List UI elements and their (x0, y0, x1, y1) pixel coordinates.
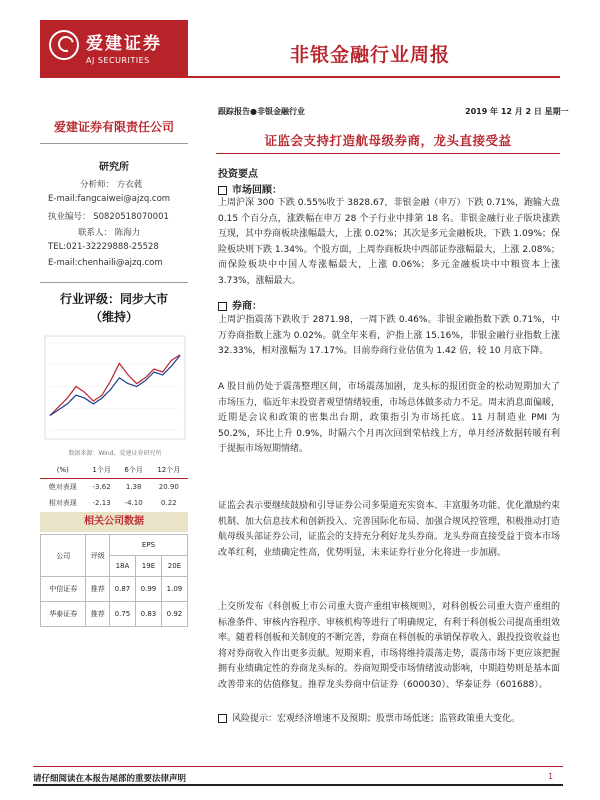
paragraph: 上周沪深 300 下跌 0.55%收于 3828.67，非银金融（申万）下跌 0.71%，跑输大盘 0.15 个百分点，涨跌幅在申万 28 个子行业中排第 18 名。非银金融行业子版块涨跌互现，其中券商板块涨幅最大，上涨 0.02%；其次是多元金融板块，下跌 1.09%；保险板块则下跌 1.34%。个股方面，上周券商板块中西部证券涨幅最大，上涨 2.08%；而保险板块中中国人寿涨幅最大，上涨 0.06%；多元金融板块中中粮资本上涨 3.73%，涨幅最大。 (218, 198, 560, 286)
logo-mark-icon (49, 30, 79, 60)
headline-divider (216, 153, 560, 154)
pub-company-name: 华泰证券 (41, 602, 86, 627)
chart-series-line-0 (50, 355, 180, 416)
perf-cell: -2.13 (92, 499, 111, 507)
pub-year: 18A (109, 556, 135, 577)
analyst-license: 执业编号： S0820518070001 (48, 212, 169, 222)
paragraph: 上周沪指震荡下跌收于 2871.98，一周下跌 0.46%。非银金融指数下跌 0.71%，中万券商指数上涨为 0.02%。就全年来看，沪指上涨 15.16%，非银金融行业指数上涨 32.33%，相对涨幅为 17.17%。目前券商行业估值为 1.42 倍，较 10 月底下降。 (218, 315, 560, 357)
risk-text: 风险提示：宏观经济增速不及预期；股票市场低迷；监管政策重大变化。 (232, 714, 521, 724)
paragraph: 上交所发布《科创板上市公司重大资产重组审核规则》，对科创板公司重大资产重组的标准条件、审核内容程序、审核机构等进行了明确规定，有利于科创板公司提高重组效率。随着科创板和关制度的不断完善，券商在科创板的承销保荐收入、跟投投资收益也将对券商收入作出更多贡献。短期来看，市场将维持震荡走势，震荡市场下更应该把握拥有业绩确定性的券商龙头标的。券商短期受市场情绪波动影响，中期趋势则是基本面改善带来的估值修复。推荐龙头券商中信证券（600030）、华泰证券（601688）。 (218, 602, 561, 690)
contact-email[interactable]: E-mail:chenhaili@ajzq.com (48, 258, 163, 268)
company-name: 爱建证券有限责任公司 (53, 120, 174, 134)
disclaimer-note: 请仔细阅读在本报告尾部的重要法律声明 (33, 774, 187, 784)
perf-cell: 1.38 (125, 483, 142, 491)
perf-cell: 0.22 (161, 499, 177, 507)
pub-rating: 推荐 (86, 577, 110, 602)
pub-company-name: 中信证券 (41, 577, 86, 602)
checkbox-bullet-icon (218, 714, 227, 723)
header-divider (40, 76, 560, 78)
analyst-name: 分析师： 方衣蕤 (80, 180, 143, 190)
logo-english-name: AJ SECURITIES (86, 56, 150, 65)
perf-header: 6个月 (118, 462, 150, 479)
rating-maintain: （维持） (89, 310, 138, 324)
chart-frame (45, 336, 185, 439)
paragraph: A 股目前仍处于震荡整理区间，市场震荡加剧，龙头标的报团资金的松动短期加大了市场压力，临近年末投资者观望情绪较重，市场总体做多动力不足。周末消息面偏暖，近期是会议和政策的密集出台期，政策指引为市场托底。11 月制造业 PMI 为 50.2%，环比上升 0.9%，时隔六个月再次回到荣枯线上方，单月经济数据转暖有利于提振市场短期情绪。 (218, 382, 561, 455)
contact-person: 联系人： 陈海力 (78, 228, 141, 238)
perf-header: (%) (40, 462, 86, 479)
company-logo (40, 20, 188, 76)
perf-header: 1个月 (86, 462, 118, 479)
perf-cell: 20.90 (158, 483, 179, 491)
report-type: 跟踪报告●非银金融行业 (218, 107, 305, 116)
pub-rating: 推荐 (86, 602, 110, 627)
pub-header-eps: EPS (109, 535, 187, 556)
performance-chart (44, 335, 186, 440)
pub-eps: 0.83 (135, 602, 161, 627)
analyst-email[interactable]: E-mail:fangcaiwei@ajzq.com (48, 194, 171, 204)
industry-rating (40, 290, 188, 326)
department-name: 研究所 (99, 162, 129, 173)
perf-cell: -3.62 (92, 483, 111, 491)
contact-tel: TEL:021-32229888-25528 (48, 242, 159, 252)
section-title: 市场回顾： (232, 185, 282, 196)
report-title: 非银金融行业周报 (290, 44, 451, 66)
footer-divider (33, 766, 563, 767)
pub-eps: 0.99 (135, 577, 161, 602)
invest-points-heading: 投资要点 (218, 169, 258, 180)
pub-header-company: 公司 (41, 535, 86, 577)
perf-row-label: 绝对表现 (48, 483, 77, 491)
logo-chinese-name: 爱建证券 (86, 34, 162, 54)
risk-warning (218, 712, 560, 728)
sidebar-divider (40, 282, 188, 283)
perf-cell: -4.10 (124, 499, 143, 507)
footer-bar (33, 784, 563, 786)
pub-eps: 0.87 (109, 577, 135, 602)
paragraph: 证监会表示要继续鼓励和引导证券公司多渠道充实资本、丰富服务功能、优化激励约束机制、加大信息技术和创新投入、完善国际化布局、加强合规风控管理，积极推动打造航母级头部证券公司，证监会的支持充分利好龙头券商。龙头券商直接受益于资本市场改革红利，业绩确定性高，优势明显，未来证券行业分化将进一步加剧。 (218, 501, 561, 558)
pub-header-rating: 评级 (86, 535, 110, 577)
perf-row-label: 相对表现 (48, 499, 77, 507)
page-number: 1 (548, 772, 554, 781)
section-market-review (218, 181, 282, 196)
rating-line: 行业评级：同步大市 (59, 292, 168, 306)
chart-source: 数据来源：Wind，爱建证券研究所 (68, 450, 162, 457)
pub-year: 20E (161, 556, 187, 577)
report-date: 2019 年 12 月 2 日 星期一 (465, 107, 569, 116)
section-title: 券商： (232, 301, 262, 312)
performance-table (40, 462, 188, 511)
pub-eps: 0.92 (161, 602, 187, 627)
checkbox-bullet-icon (218, 186, 227, 195)
checkbox-bullet-icon (218, 302, 227, 311)
section-brokers (218, 297, 262, 312)
pub-eps: 0.75 (109, 602, 135, 627)
headline: 证监会支持打造航母级券商，龙头直接受益 (264, 133, 512, 148)
perf-header: 12个月 (150, 462, 188, 479)
related-companies-title: 相关公司数据 (40, 512, 188, 532)
sidebar-divider (40, 143, 188, 144)
related-companies-table (40, 534, 188, 627)
pub-eps: 1.09 (161, 577, 187, 602)
pub-year: 19E (135, 556, 161, 577)
